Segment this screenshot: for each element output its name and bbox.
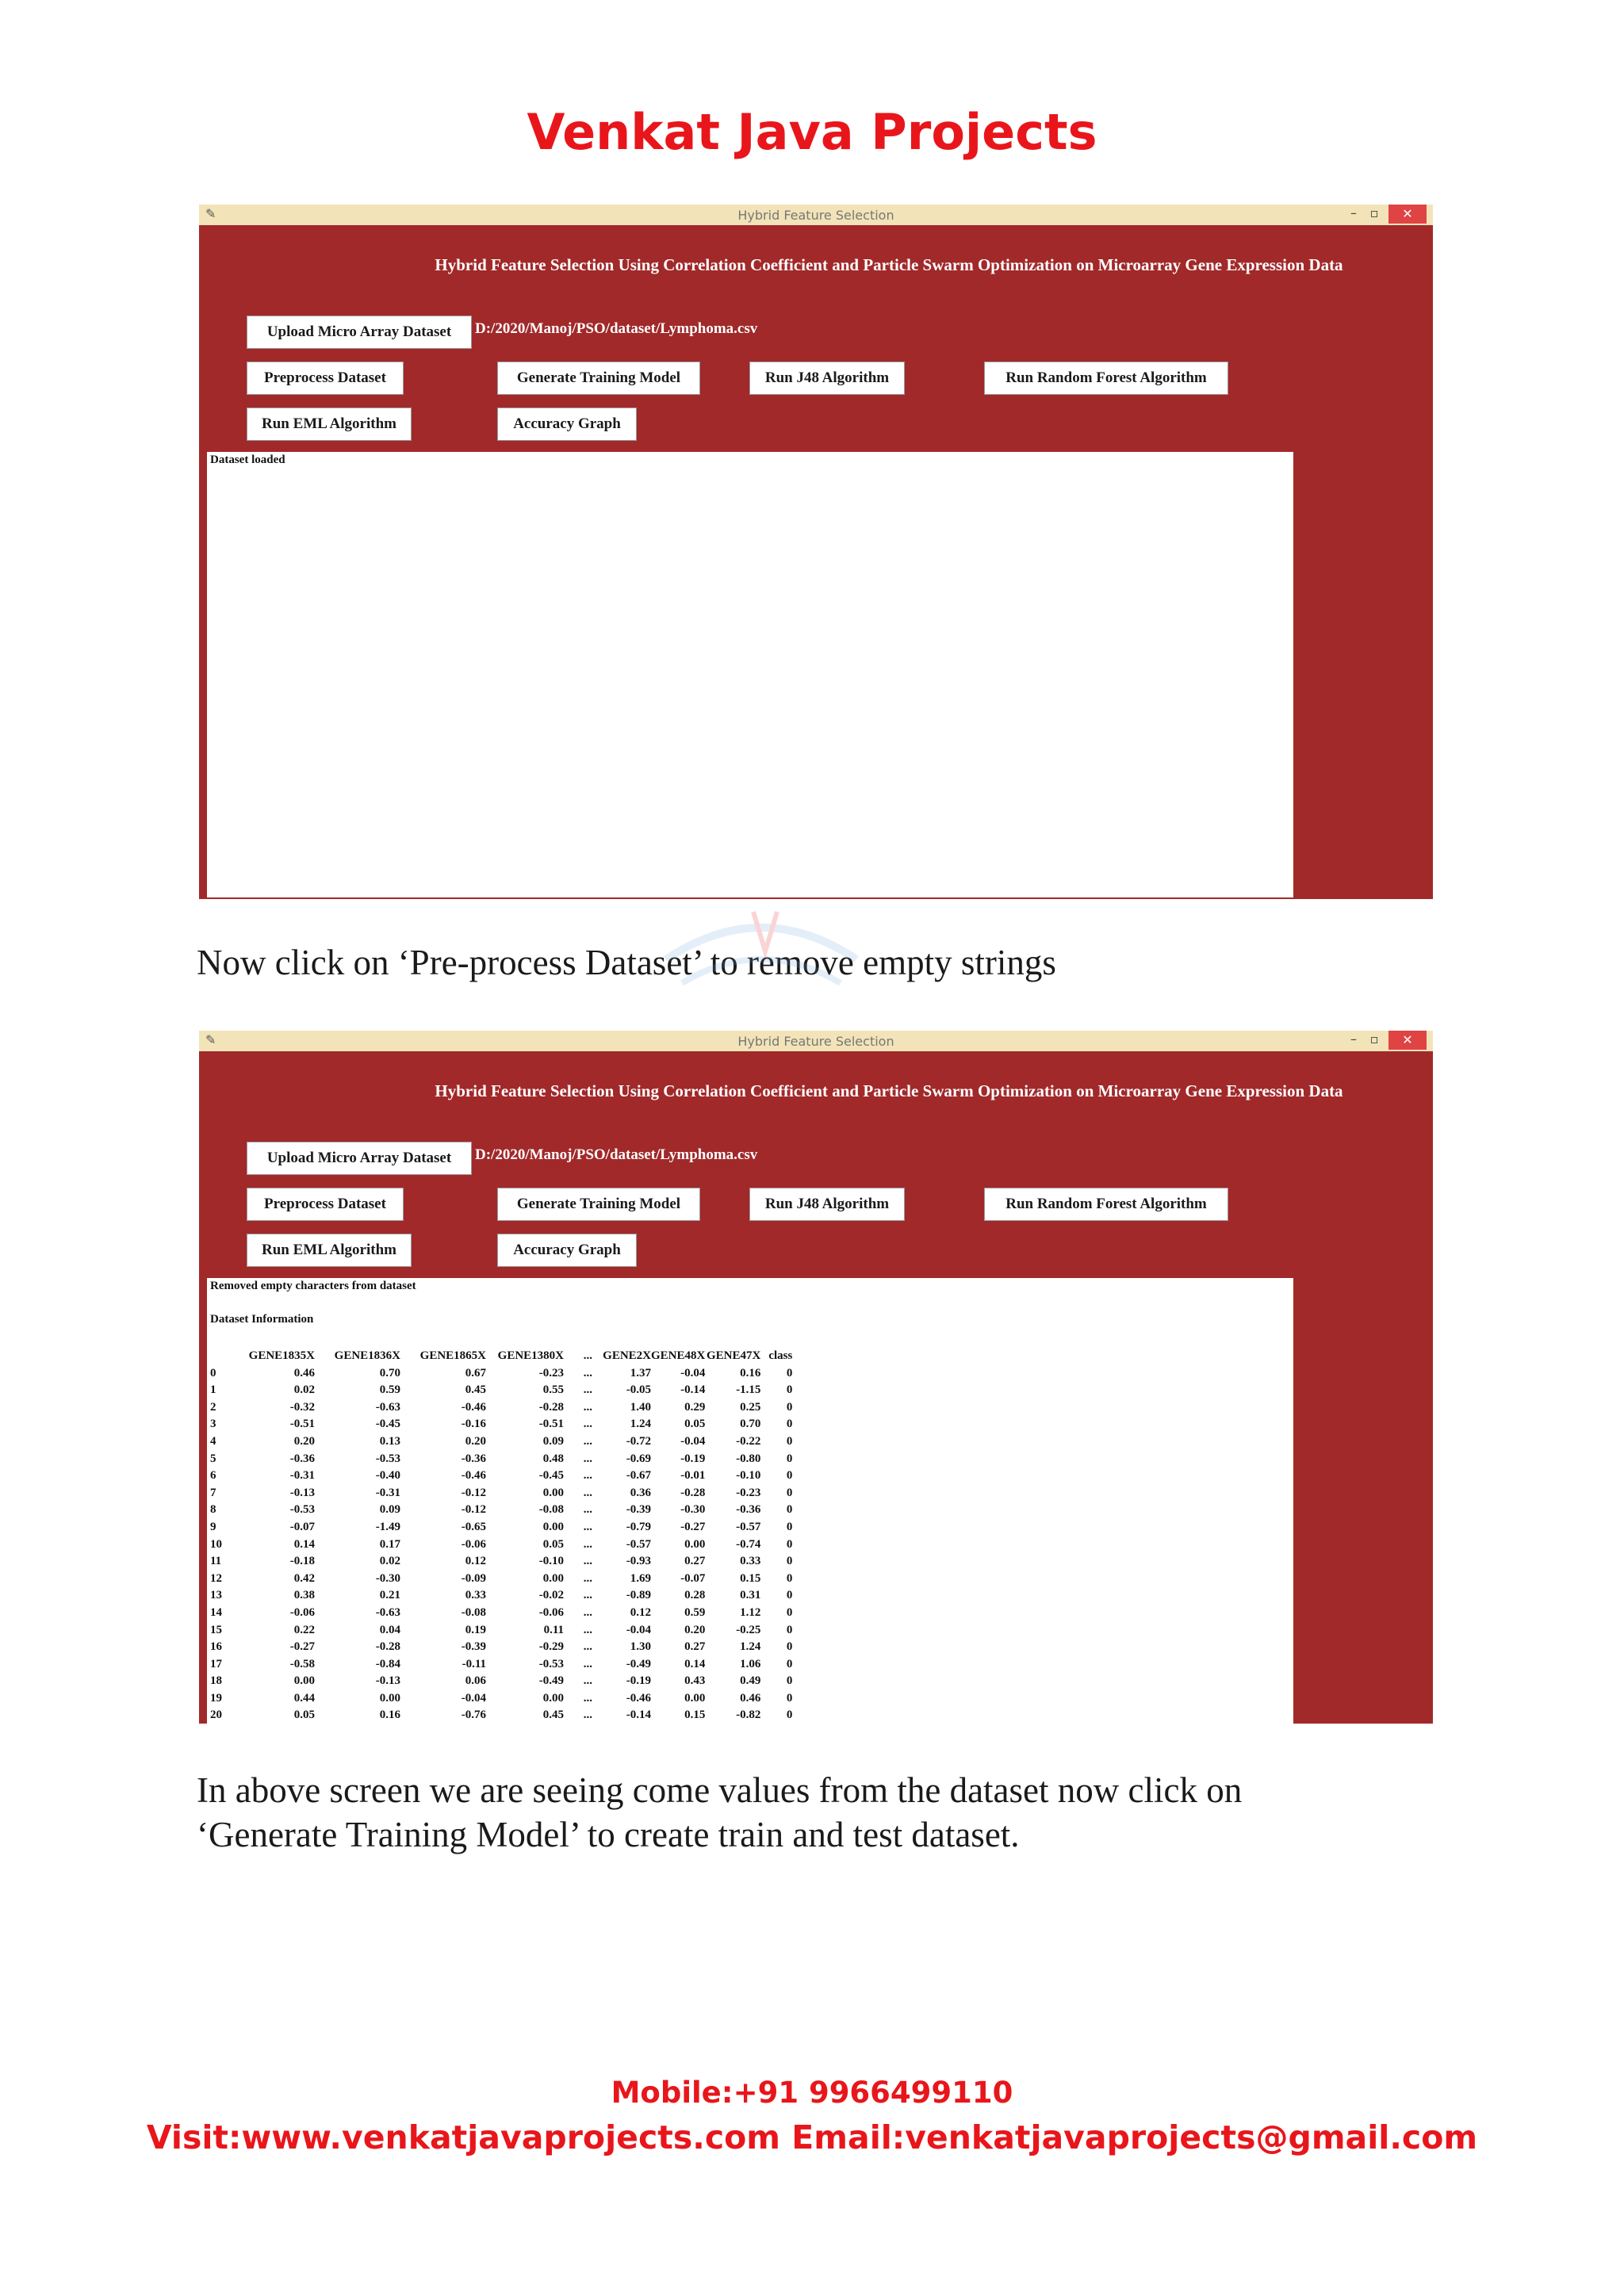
table-row — [210, 1656, 792, 1674]
accuracy-graph-button[interactable]: Accuracy Graph — [497, 408, 637, 441]
table-cell: 1.40 — [630, 1400, 651, 1414]
table-cell: -0.57 — [736, 1520, 761, 1533]
run-eml-button[interactable]: Run EML Algorithm — [247, 408, 412, 441]
window-title: Hybrid Feature Selection — [737, 1034, 894, 1049]
table-cell: 0.16 — [379, 1709, 400, 1722]
table-cell: -0.11 — [462, 1657, 486, 1670]
maximize-icon[interactable]: ▫ — [1369, 205, 1379, 220]
table-row — [210, 1451, 792, 1468]
table-cell: 0.00 — [542, 1571, 564, 1585]
generate-training-model-button[interactable]: Generate Training Model — [497, 1188, 700, 1221]
table-cell: ... — [583, 1452, 592, 1465]
caption-generate-line1: In above screen we are seeing come values from the dataset now click on — [197, 1770, 1243, 1810]
table-cell: -0.79 — [626, 1520, 651, 1533]
table-cell: -0.89 — [626, 1589, 651, 1602]
table-cell: 0.59 — [684, 1605, 706, 1619]
table-row — [210, 1707, 792, 1724]
table-cell: -0.13 — [375, 1674, 400, 1688]
table-cell: -0.58 — [289, 1657, 315, 1670]
table-cell: 0.00 — [542, 1520, 564, 1533]
table-cell: 0.27 — [684, 1555, 706, 1568]
row-index-cell: 6 — [210, 1469, 216, 1483]
table-cell: 0.00 — [542, 1486, 564, 1499]
run-j48-button[interactable]: Run J48 Algorithm — [749, 1188, 905, 1221]
table-header-cell: GENE1835X — [248, 1349, 315, 1362]
table-cell: 0.00 — [293, 1674, 315, 1688]
table-cell: -0.01 — [680, 1469, 706, 1483]
table-cell: -0.25 — [736, 1623, 761, 1636]
row-index-cell: 15 — [210, 1623, 222, 1636]
table-cell: -0.65 — [461, 1520, 486, 1533]
table-cell: -0.46 — [626, 1691, 651, 1705]
preprocess-dataset-button[interactable]: Preprocess Dataset — [247, 362, 404, 395]
table-cell: 0.20 — [684, 1623, 706, 1636]
table-row — [210, 1587, 792, 1605]
table-cell: -0.04 — [680, 1366, 706, 1380]
table-row — [210, 1673, 792, 1690]
table-cell: 0.38 — [293, 1589, 315, 1602]
table-cell: -0.02 — [538, 1589, 564, 1602]
table-cell: -0.12 — [461, 1486, 486, 1499]
table-cell: -0.18 — [289, 1555, 315, 1568]
table-row — [210, 1605, 792, 1622]
table-cell: -0.93 — [626, 1555, 651, 1568]
table-cell: -0.45 — [538, 1469, 564, 1483]
minimize-icon[interactable]: – — [1350, 1031, 1357, 1047]
table-cell: -0.22 — [736, 1434, 761, 1448]
table-cell: -0.69 — [626, 1452, 651, 1465]
table-cell: -0.14 — [680, 1383, 706, 1397]
table-cell: 0 — [786, 1571, 793, 1585]
table-cell: 0.31 — [740, 1589, 761, 1602]
table-cell: -0.08 — [461, 1605, 486, 1619]
row-index-cell: 5 — [210, 1452, 216, 1465]
run-j48-button[interactable]: Run J48 Algorithm — [749, 362, 905, 395]
table-cell: -0.10 — [736, 1469, 761, 1483]
row-index-cell: 18 — [210, 1674, 222, 1688]
table-cell: -0.72 — [626, 1434, 651, 1448]
table-row — [210, 1485, 792, 1502]
table-cell: 0.11 — [543, 1623, 564, 1636]
table-header-cell: GENE47X — [707, 1349, 761, 1362]
table-row — [210, 1519, 792, 1536]
table-cell: -0.53 — [538, 1657, 564, 1670]
table-cell: 0.67 — [465, 1366, 486, 1380]
table-cell: 0 — [786, 1537, 793, 1551]
table-cell: 1.69 — [630, 1571, 651, 1585]
row-index-cell: 8 — [210, 1503, 216, 1517]
table-cell: -0.07 — [680, 1571, 706, 1585]
row-index-cell: 19 — [210, 1691, 222, 1705]
table-header-cell: GENE1380X — [497, 1349, 564, 1362]
table-cell: -0.31 — [375, 1486, 400, 1499]
table-cell: -0.23 — [736, 1486, 761, 1499]
console-section-title: Dataset Information — [210, 1313, 314, 1326]
table-row — [210, 1399, 792, 1417]
table-cell: 0.19 — [465, 1623, 486, 1636]
table-cell: 0.05 — [542, 1537, 564, 1551]
table-cell: 0.15 — [684, 1709, 706, 1722]
table-header-cell: GENE48X — [651, 1349, 706, 1362]
table-cell: 0.55 — [542, 1383, 564, 1397]
table-row — [210, 1536, 792, 1554]
table-cell: -0.63 — [375, 1605, 400, 1619]
table-cell: 0 — [786, 1452, 793, 1465]
run-random-forest-button[interactable]: Run Random Forest Algorithm — [984, 1188, 1228, 1221]
table-cell: 0 — [786, 1486, 793, 1499]
row-index-cell: 0 — [210, 1366, 216, 1380]
table-cell: -0.36 — [736, 1503, 761, 1517]
table-row — [210, 1365, 792, 1383]
row-index-cell: 9 — [210, 1520, 216, 1533]
table-cell: -0.82 — [736, 1709, 761, 1722]
table-cell: 0.05 — [293, 1709, 315, 1722]
watermark-logo — [658, 904, 864, 1015]
table-cell: 0 — [786, 1520, 793, 1533]
table-cell: -1.49 — [375, 1520, 400, 1533]
table-cell: 0.17 — [379, 1537, 400, 1551]
table-cell: -0.49 — [538, 1674, 564, 1688]
run-random-forest-button[interactable]: Run Random Forest Algorithm — [984, 362, 1228, 395]
table-cell: -0.49 — [626, 1657, 651, 1670]
table-cell: 1.37 — [630, 1366, 651, 1380]
table-cell: ... — [583, 1605, 592, 1619]
table-cell: 0.13 — [379, 1434, 400, 1448]
table-cell: 1.30 — [630, 1640, 651, 1654]
table-cell: -0.19 — [680, 1452, 706, 1465]
table-cell: -0.06 — [289, 1605, 315, 1619]
table-cell: -0.12 — [461, 1503, 486, 1517]
table-row — [210, 1416, 792, 1433]
dataset-path-label: D:/2020/Manoj/PSO/dataset/Lymphoma.csv — [475, 1146, 758, 1163]
table-cell: 0.33 — [465, 1589, 486, 1602]
table-header-cell: GENE1865X — [419, 1349, 486, 1362]
table-row — [210, 1382, 792, 1399]
feather-icon: ✎ — [205, 206, 216, 221]
table-cell: 0 — [786, 1434, 793, 1448]
accuracy-graph-button[interactable]: Accuracy Graph — [497, 1234, 637, 1267]
table-cell: 0.27 — [684, 1640, 706, 1654]
table-cell: 0.04 — [379, 1623, 400, 1636]
table-cell: -0.30 — [375, 1571, 400, 1585]
caption-preprocess: Now click on ‘Pre-process Dataset’ to remove empty strings — [197, 943, 1056, 982]
table-cell: -0.39 — [461, 1640, 486, 1654]
dataset-table — [210, 1348, 792, 1724]
table-header-cell — [210, 1348, 236, 1365]
table-cell: ... — [583, 1418, 592, 1431]
table-cell: -0.40 — [375, 1469, 400, 1483]
table-cell: -0.80 — [736, 1452, 761, 1465]
table-row — [210, 1553, 792, 1571]
table-cell: 0.09 — [379, 1503, 400, 1517]
table-cell: 1.06 — [740, 1657, 761, 1670]
table-cell: ... — [583, 1383, 592, 1397]
table-cell: ... — [583, 1469, 592, 1483]
table-cell: 0.00 — [684, 1691, 706, 1705]
table-cell: 0.45 — [465, 1383, 486, 1397]
table-cell: 0 — [786, 1383, 793, 1397]
table-cell: 0 — [786, 1503, 793, 1517]
upload-dataset-button[interactable]: Upload Micro Array Dataset — [247, 316, 472, 349]
table-cell: -0.07 — [289, 1520, 315, 1533]
table-cell: 0.20 — [293, 1434, 315, 1448]
row-index-cell: 17 — [210, 1657, 222, 1670]
table-cell: -0.27 — [289, 1640, 315, 1654]
table-cell: -0.32 — [289, 1400, 315, 1414]
table-cell: -0.28 — [538, 1400, 564, 1414]
table-cell: 0 — [786, 1640, 793, 1654]
table-cell: 0.15 — [740, 1571, 761, 1585]
row-index-cell: 14 — [210, 1605, 222, 1619]
table-cell: ... — [583, 1709, 592, 1722]
table-cell: ... — [583, 1555, 592, 1568]
table-header-cell: GENE1836X — [334, 1349, 400, 1362]
window-titlebar — [199, 1031, 1433, 1051]
table-cell: ... — [583, 1623, 592, 1636]
table-cell: 0.05 — [684, 1418, 706, 1431]
table-cell: -0.14 — [626, 1709, 651, 1722]
table-cell: -0.28 — [680, 1486, 706, 1499]
window-title: Hybrid Feature Selection — [737, 208, 894, 223]
table-cell: -0.06 — [461, 1537, 486, 1551]
table-cell: ... — [583, 1657, 592, 1670]
table-cell: 0 — [786, 1605, 793, 1619]
table-cell: -0.46 — [461, 1469, 486, 1483]
row-index-cell: 7 — [210, 1486, 216, 1499]
table-cell: 0.29 — [684, 1400, 706, 1414]
table-cell: ... — [583, 1366, 592, 1380]
table-cell: ... — [583, 1503, 592, 1517]
table-cell: 0 — [786, 1555, 793, 1568]
table-cell: 0 — [786, 1589, 793, 1602]
table-row — [210, 1571, 792, 1588]
table-cell: 0.42 — [293, 1571, 315, 1585]
table-cell: 0.59 — [379, 1383, 400, 1397]
table-cell: -0.63 — [375, 1400, 400, 1414]
app-heading: Hybrid Feature Selection Using Correlation Coefficient and Particle Swarm Optimization on Microarray Gene Expression Data — [435, 255, 1343, 274]
table-row — [210, 1622, 792, 1640]
table-cell: -0.16 — [461, 1418, 486, 1431]
row-index-cell: 20 — [210, 1709, 222, 1722]
table-cell: 0.36 — [630, 1486, 651, 1499]
table-cell: 0 — [786, 1400, 793, 1414]
feather-icon: ✎ — [205, 1032, 216, 1047]
minimize-icon[interactable]: – — [1350, 205, 1357, 220]
table-cell: ... — [583, 1537, 592, 1551]
table-cell: 0.46 — [740, 1691, 761, 1705]
row-index-cell: 2 — [210, 1400, 216, 1414]
table-cell: -0.27 — [680, 1520, 706, 1533]
table-cell: 0.70 — [379, 1366, 400, 1380]
table-cell: 0.14 — [293, 1537, 315, 1551]
table-row — [210, 1502, 792, 1519]
row-index-cell: 16 — [210, 1640, 222, 1654]
table-cell: -0.84 — [375, 1657, 400, 1670]
table-cell: ... — [583, 1434, 592, 1448]
table-cell: -0.51 — [289, 1418, 315, 1431]
table-cell: 0.14 — [684, 1657, 706, 1670]
table-cell: -0.36 — [461, 1452, 486, 1465]
dataset-path-label: D:/2020/Manoj/PSO/dataset/Lymphoma.csv — [475, 320, 758, 337]
table-cell: -0.29 — [538, 1640, 564, 1654]
row-index-cell: 3 — [210, 1418, 216, 1431]
table-cell: 1.24 — [630, 1418, 651, 1431]
table-cell: 0.00 — [542, 1691, 564, 1705]
maximize-icon[interactable]: ▫ — [1369, 1031, 1379, 1047]
table-cell: 0 — [786, 1691, 793, 1705]
app-window-screenshot-2 — [199, 1031, 1433, 1724]
table-row — [210, 1690, 792, 1708]
window-titlebar — [199, 205, 1433, 225]
table-cell: 0.06 — [465, 1674, 486, 1688]
table-cell: ... — [583, 1486, 592, 1499]
table-cell: 0.44 — [293, 1691, 315, 1705]
table-cell: -0.04 — [680, 1434, 706, 1448]
table-cell: -0.19 — [626, 1674, 651, 1688]
table-cell: -0.04 — [461, 1691, 486, 1705]
table-cell: 0.16 — [740, 1366, 761, 1380]
table-cell: 0.22 — [293, 1623, 315, 1636]
table-cell: 0 — [786, 1674, 793, 1688]
table-header-cell: class — [768, 1349, 793, 1362]
table-cell: 0.02 — [379, 1555, 400, 1568]
table-cell: 0.00 — [684, 1537, 706, 1551]
row-index-cell: 1 — [210, 1383, 216, 1397]
table-cell: -0.53 — [289, 1503, 315, 1517]
table-cell: -0.74 — [736, 1537, 761, 1551]
table-cell: ... — [583, 1640, 592, 1654]
table-cell: -0.06 — [538, 1605, 564, 1619]
row-index-cell: 10 — [210, 1537, 222, 1551]
caption-generate-line2: ‘Generate Training Model’ to create train and test dataset. — [197, 1815, 1020, 1854]
table-cell: 1.24 — [740, 1640, 761, 1654]
table-cell: 0 — [786, 1709, 793, 1722]
row-index-cell: 12 — [210, 1571, 222, 1585]
table-cell: ... — [583, 1400, 592, 1414]
table-cell: 0.00 — [379, 1691, 400, 1705]
table-cell: 0.70 — [740, 1418, 761, 1431]
table-cell: -0.05 — [626, 1383, 651, 1397]
table-cell: -0.04 — [626, 1623, 651, 1636]
table-cell: 0 — [786, 1623, 793, 1636]
table-cell: 0 — [786, 1657, 793, 1670]
table-cell: -0.28 — [375, 1640, 400, 1654]
table-cell: ... — [583, 1691, 592, 1705]
footer-contact: Visit:www.venkatjavaprojects.com Email:venkatjavaprojects@gmail.com — [146, 2118, 1478, 2156]
table-cell: -0.08 — [538, 1503, 564, 1517]
output-console[interactable] — [207, 1278, 1293, 1724]
table-cell: -0.39 — [626, 1503, 651, 1517]
table-cell: 0.20 — [465, 1434, 486, 1448]
table-cell: 1.12 — [740, 1605, 761, 1619]
table-cell: ... — [583, 1571, 592, 1585]
table-cell: -0.09 — [461, 1571, 486, 1585]
row-index-cell: 13 — [210, 1589, 222, 1602]
table-cell: -0.10 — [538, 1555, 564, 1568]
table-cell: -0.46 — [461, 1400, 486, 1414]
table-header-cell: GENE2X — [603, 1349, 651, 1362]
table-cell: -0.31 — [289, 1469, 315, 1483]
table-row — [210, 1468, 792, 1485]
table-cell: -0.36 — [289, 1452, 315, 1465]
table-cell: 0 — [786, 1469, 793, 1483]
page-title: Venkat Java Projects — [527, 103, 1097, 161]
table-cell: 0.49 — [740, 1674, 761, 1688]
table-cell: ... — [583, 1674, 592, 1688]
table-cell: 0 — [786, 1418, 793, 1431]
table-cell: -0.23 — [538, 1366, 564, 1380]
footer-mobile: Mobile:+91 9966499110 — [611, 2076, 1013, 2110]
app-window-screenshot-1 — [199, 205, 1433, 899]
table-cell: 0.25 — [740, 1400, 761, 1414]
table-cell: 0.21 — [379, 1589, 400, 1602]
output-console[interactable] — [207, 452, 1293, 897]
table-cell: 0.12 — [630, 1605, 651, 1619]
table-cell: -0.67 — [626, 1469, 651, 1483]
table-cell: -0.45 — [375, 1418, 400, 1431]
table-cell: 0.28 — [684, 1589, 706, 1602]
table-cell: 0.33 — [740, 1555, 761, 1568]
table-cell: -1.15 — [736, 1383, 761, 1397]
table-cell: 0.45 — [542, 1709, 564, 1722]
run-eml-button[interactable]: Run EML Algorithm — [247, 1234, 412, 1267]
table-cell: 0.12 — [465, 1555, 486, 1568]
table-cell: 0.02 — [293, 1383, 315, 1397]
app-heading: Hybrid Feature Selection Using Correlation Coefficient and Particle Swarm Optimization on Microarray Gene Expression Data — [435, 1081, 1343, 1100]
row-index-cell: 11 — [210, 1555, 222, 1568]
table-cell: 0.09 — [542, 1434, 564, 1448]
table-cell: 0 — [786, 1366, 793, 1380]
close-icon[interactable]: ✕ — [1388, 205, 1427, 224]
preprocess-dataset-button[interactable]: Preprocess Dataset — [247, 1188, 404, 1221]
table-cell: ... — [583, 1520, 592, 1533]
table-cell: -0.57 — [626, 1537, 651, 1551]
table-cell: -0.13 — [289, 1486, 315, 1499]
table-header-cell: ... — [583, 1349, 592, 1362]
generate-training-model-button[interactable]: Generate Training Model — [497, 362, 700, 395]
table-row — [210, 1433, 792, 1451]
console-message: Removed empty characters from dataset — [210, 1280, 416, 1292]
table-row — [210, 1639, 792, 1656]
table-cell: -0.30 — [680, 1503, 706, 1517]
table-header-row — [210, 1348, 792, 1365]
table-cell: 0.43 — [684, 1674, 706, 1688]
table-cell: 0.48 — [542, 1452, 564, 1465]
upload-dataset-button[interactable]: Upload Micro Array Dataset — [247, 1142, 472, 1175]
table-cell: ... — [583, 1589, 592, 1602]
table-cell: 0.46 — [293, 1366, 315, 1380]
table-cell: -0.53 — [375, 1452, 400, 1465]
table-cell: -0.76 — [461, 1709, 486, 1722]
console-message: Dataset loaded — [210, 453, 285, 466]
close-icon[interactable]: ✕ — [1388, 1031, 1427, 1050]
table-cell: -0.51 — [538, 1418, 564, 1431]
row-index-cell: 4 — [210, 1434, 216, 1448]
